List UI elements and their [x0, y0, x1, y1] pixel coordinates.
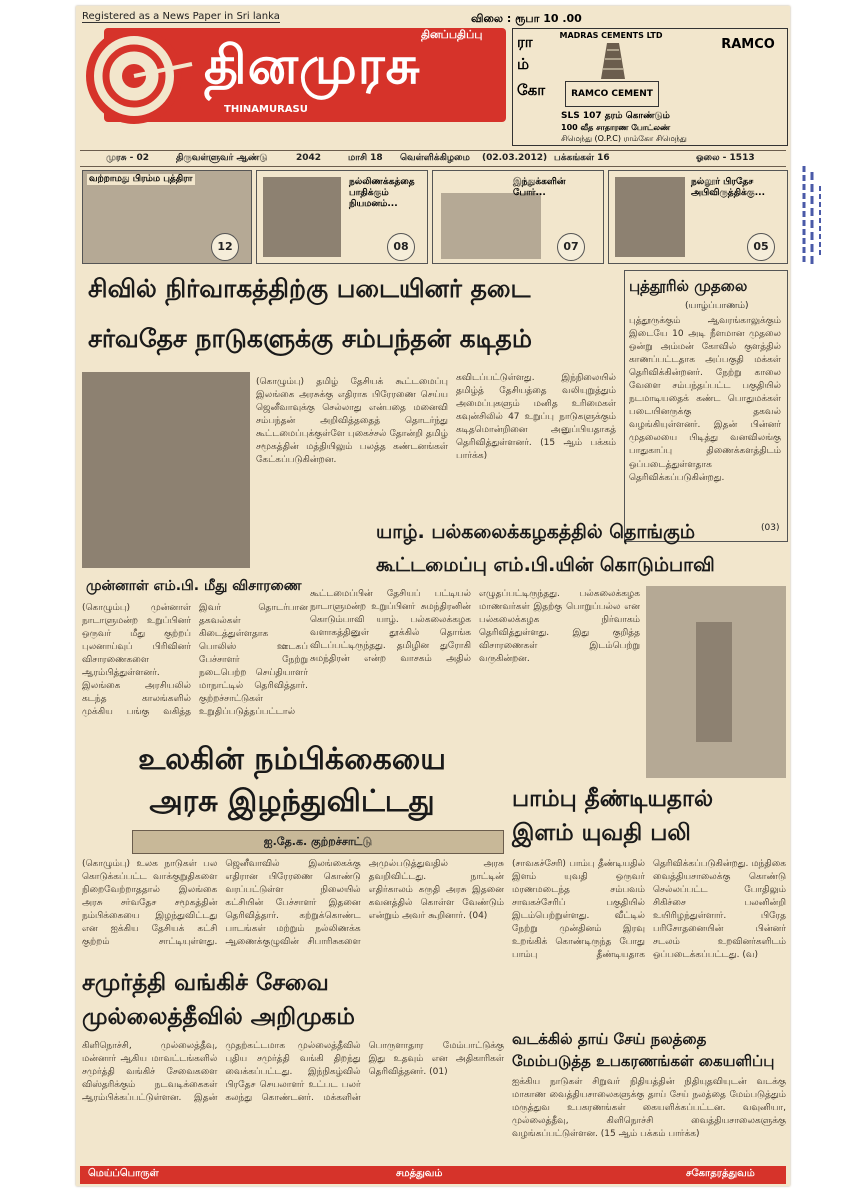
- issue-number: முரசு - 02: [106, 153, 150, 163]
- dateline-rule-bottom: [80, 166, 786, 167]
- teaser-3[interactable]: [432, 170, 604, 264]
- teaser-3-caption: இந்துக்களின் போர்...: [513, 177, 566, 198]
- dateline-rule-top: [80, 150, 786, 151]
- teaser-1[interactable]: [82, 170, 252, 264]
- jaffna-headline-2: கூட்டமைப்பு எம்.பி.யின் கொடும்பாவி: [376, 554, 715, 576]
- ad-side-brand: RAMCO: [721, 37, 775, 52]
- world-headline-1: உலகின் நம்பிக்கையை: [138, 742, 446, 777]
- north-headline-1: வடக்கில் தாய் சேய் நலத்தை: [512, 1030, 707, 1048]
- ad-line3: சிமெந்து (O.P.C) ராம்கோ சிமெந்து: [561, 134, 687, 143]
- lead-headline-2: சர்வதேச நாடுகளுக்கு சம்பந்தன் கடிதம்: [88, 324, 532, 353]
- teaser-4[interactable]: [608, 170, 788, 264]
- snake-headline-1: பாம்பு தீண்டியதால்: [512, 786, 714, 812]
- footer-middle: சமத்துவம்: [396, 1168, 443, 1179]
- inquiry-headline: முன்னாள் எம்.பி. மீது விசாரணை: [86, 578, 302, 594]
- tamil-year: திருவள்ளுவர் ஆண்டு: [176, 153, 268, 163]
- ad-sls: SLS 107 தரம் கொண்டும்: [561, 111, 670, 121]
- footer-left: மெய்ப்பொருள்: [88, 1168, 159, 1179]
- ad-ram: ரா: [517, 33, 533, 51]
- samurdhi-headline-2: முல்லைத்தீவில் அறிமுகம்: [82, 1004, 355, 1030]
- ad-m: ம்: [517, 55, 530, 73]
- footer-right: சகோதரத்துவம்: [686, 1168, 755, 1179]
- north-headline-2: மேம்படுத்த உபகரணங்கள் கையளிப்பு: [512, 1052, 775, 1070]
- newspaper-title: தினமுரசு: [204, 36, 421, 96]
- lead-body-2: கவிடப்பட்டுள்ளது. இந்நிலையில் தமிழ்த் தேசியத்தை வலியுறுத்தும் அமைப்புகளும் மனித உரிமைகள் கவுன்சிலில் 47 உறுப்பு நாடுகளுக்கும் கடிதமொன்றினை அனுப்பியதாகத் தெரிவித்துள்ளனர். (15 ஆம் பக்கம் பார்க்க): [456, 373, 616, 462]
- ola-number: ஓலை - 1513: [696, 153, 755, 163]
- ad-ko: கோ: [517, 81, 546, 99]
- teaser-4-photo: [615, 177, 685, 257]
- teaser-2-photo: [263, 177, 341, 257]
- page-count: பக்கங்கள் 16: [554, 153, 610, 163]
- ramco-ad: [512, 28, 788, 146]
- teaser-2-caption: நல்லிணக்கத்தை பாதிக்கும் நியமனம்...: [349, 177, 415, 209]
- north-body: ஐக்கிய நாடுகள் சிறுவர் நிதியத்தின் நிதியுதவியுடன் வடக்கு மாகாண வைத்தியசாலைகளுக்கு தாய் சேய் நலத்தை மேம்படுத்தும் மருத்துவ உபகரணங்கள் கையளிக்கப்பட்டன. வவுனியா, முல்லைத்தீவு, கிளிநொச்சி வைத்தியசாலைகளுக்கு வழங்கப்பட்டுள்ளன. (15 ஆம் பக்கம் பார்க்க): [512, 1077, 786, 1140]
- target-logo-icon: [84, 26, 194, 126]
- edition-tagline: தினப்பதிப்பு: [421, 28, 483, 41]
- teaser-4-page: 05: [747, 233, 775, 261]
- tamil-month: மாசி 18: [348, 153, 383, 163]
- inquiry-body: (கொழும்பு) முன்னாள் நாடாளுமன்ற உறுப்பினர் ஒருவர் மீது குற்றப் புலனாய்வுப் பிரிவினர் விசாரணைகளை ஆரம்பித்துள்ளனர். இலங்கை அரசியலில் கடந்த காலங்களில் முக்கிய பங்கு வகித்த இவர் தொடர்பான தகவல்கள் கிடைத்துள்ளதாக பொலிஸ் ஊடகப் பேச்சாளர் நேற்று நடைபெற்ற செய்தியாளர் மாநாட்டில் தெரிவித்தார். குற்றச்சாட்டுகள் உறுதிப்படுத்தப்பட்டால்: [82, 603, 308, 718]
- snake-headline-2: இளம் யுவதி பலி: [512, 820, 691, 846]
- side-story-headline: புத்தூரில் முதலை: [629, 277, 748, 295]
- teaser-1-page: 12: [211, 233, 239, 261]
- side-story-box: [624, 270, 788, 542]
- weekday: வெள்ளிக்கிழமை: [400, 153, 470, 163]
- teaser-2-page: 08: [387, 233, 415, 261]
- samurdhi-headline-1: சமுர்த்தி வங்கிச் சேவை: [82, 970, 329, 996]
- issue-date: (02.03.2012): [482, 153, 548, 163]
- ad-brand1: MADRAS CEMENTS LTD: [559, 31, 663, 40]
- tamil-year-number: 2042: [296, 153, 322, 163]
- teaser-4-caption: நல்லூர் பிரதேச அபிவிருத்திக்கு...: [691, 177, 765, 198]
- jaffna-headline-1: யாழ். பல்கலைக்கழகத்தில் தொங்கும்: [376, 521, 696, 543]
- registration-note: Registered as a News Paper in Sri lanka: [82, 11, 280, 22]
- side-story-dateline: (யாழ்ப்பாணம்): [685, 301, 749, 311]
- samurdhi-body: கிளிநொச்சி, முல்லைத்தீவு, மன்னார் ஆகிய மாவட்டங்களில் சமுர்த்தி வங்கிச் சேவைகளை விஸ்தரிக்கும் நடவடிக்கைகள் ஆரம்பிக்கப்பட்டுள்ளன. இதன் முதற்கட்டமாக முல்லைத்தீவில் புதிய சமுர்த்தி வங்கி திறந்து வைக்கப்பட்டது. இந்நிகழ்வில் பிரதேச செயலாளர் உட்பட பலர் கலந்து கொண்டனர். மக்களின் பொருளாதார மேம்பாட்டுக்கு இது உதவும் என அதிகாரிகள் தெரிவித்தனர். (01): [82, 1041, 504, 1104]
- teaser-3-page: 07: [557, 233, 585, 261]
- teaser-2[interactable]: [256, 170, 428, 264]
- world-body: (கொழும்பு) உலக நாடுகள் பல கொடுக்கப்பட்ட வாக்குறுதிகளை நிறைவேற்றாததால் இலங்கை அரசு சர்வதேச சமூகத்தின் நம்பிக்கையை இழந்துவிட்டது என ஐக்கிய தேசியக் கட்சி குற்றம் சாட்டியுள்ளது. ஜெனீவாவில் இலங்கைக்கு எதிரான பிரேரணை கொண்டு வரப்பட்டுள்ள நிலையில் கட்சியின் பேச்சாளர் இதனை தெரிவித்தார். கற்றுக்கொண்ட பாடங்கள் மற்றும் நல்லிணக்க ஆணைக்குழுவின் சிபாரிசுகளை அமுல்படுத்துவதில் அரசு தவறிவிட்டது. நாட்டின் எதிர்காலம் கருதி அரசு இதனை கவனத்தில் கொள்ள வேண்டும் என்றும் அவர் கூறினார். (04): [82, 859, 504, 948]
- lead-body-1: (கொழும்பு) தமிழ் தேசியக் கூட்டமைப்பு இலங்கை அரசுக்கு எதிராக பிரேரணை செய்ய ஜெனீவாவுக்கு செல்லாது என்பதை மனைவி சம்பந்தன் அறிவித்ததைத் தொடர்ந்து கூட்டமைப்புக்குள்ளே புகைச்சல் தோன்றி தமிழ் சமூகத்தின் மத்தியிலும் பலத்த கண்டனங்கள் கேட்கப்படுகின்றன.: [256, 377, 448, 466]
- price-label: விலை : ரூபா 10 .00: [471, 12, 582, 25]
- newspaper-title-latin: THINAMURASU: [224, 104, 308, 115]
- effigy-figure: [696, 622, 732, 742]
- stamp-mark-icon: [800, 162, 824, 272]
- world-headline-2: அரசு இழந்துவிட்டது: [149, 784, 435, 819]
- ad-line2: 100 வீத சாதாரண போட்லண்: [561, 123, 671, 132]
- side-story-end: (03): [761, 523, 780, 533]
- snake-body: (சாவகச்சேரி) பாம்பு தீண்டியதில் இளம் யுவதி ஒருவர் மரணமடைந்த சம்பவம் சாவகச்சேரிப் பகுதியில் இடம்பெற்றுள்ளது. வீட்டில் நேற்று முன்தினம் இரவு உறங்கிக் கொண்டிருந்த போது பாம்பு தீண்டியதாக தெரிவிக்கப்படுகின்றது. மந்திகை வைத்தியசாலைக்கு கொண்டு செல்லப்பட்ட போதிலும் சிகிச்சை பலனின்றி உயிரிழந்துள்ளார். பிரேத பரிசோதனையின் பின்னர் சடலம் உறவினர்களிடம் ஒப்படைக்கப்பட்டது. (வ): [512, 859, 786, 961]
- jaffna-body: கூட்டமைப்பின் தேசியப் பட்டியல் நாடாளுமன்ற உறுப்பினர் சுமந்திரனின் கொடும்பாவி யாழ். பல்கலைக்கழக வளாகத்தினுள் தூக்கில் தொங்க விடப்பட்டிருந்தது. தமிழின துரோகி சுமந்திரன் என்ற வாசகம் அதில் எழுதப்பட்டிருந்தது. பல்கலைக்கழக மாணவர்கள் இதற்கு பொறுப்பல்ல என பல்கலைக்கழக நிர்வாகம் தெரிவித்துள்ளது. இது குறித்த விசாரணைகள் இடம்பெற்று வருகின்றன.: [310, 589, 640, 665]
- temple-tower-icon: [595, 41, 631, 79]
- ad-brand2: RAMCO CEMENT: [565, 81, 659, 107]
- teaser-3-cartoon: [441, 193, 541, 259]
- side-story-body: புத்தூருக்கும் ஆவரங்காலுக்கும் இடையே 10 அடி நீளமான முதலை ஒன்று அம்மன் கோவில் குளத்தில் காணப்பட்டதாக அப்பகுதி மக்கள் தெரிவிக்கின்றனர். நேற்று காலை வேளை சம்பந்தப்பட்ட பகுதியில் நடமாடியதைக் கண்ட பொதுமக்கள் படையினருக்கு தகவல் வழங்கியுள்ளனர். இதன் பின்னர் முதலையை பிடித்து வனவிலங்கு பாதுகாப்பு திணைக்களத்திடம் ஒப்படைத்துள்ளதாக தெரிவிக்கப்படுகின்றது.: [629, 316, 781, 483]
- lead-photo: [82, 372, 250, 568]
- margin-stamp: [800, 162, 824, 272]
- lead-headline-1: சிவில் நிர்வாகத்திற்கு படையினர் தடை: [88, 274, 531, 303]
- jaffna-photo: [646, 586, 786, 778]
- teaser-1-caption: வற்றாமது பிரம்ம புத்திரா: [89, 174, 193, 184]
- world-subhead: ஐ.தே.க. குற்றச்சாட்டு: [132, 830, 504, 854]
- newspaper-page: [76, 6, 790, 1186]
